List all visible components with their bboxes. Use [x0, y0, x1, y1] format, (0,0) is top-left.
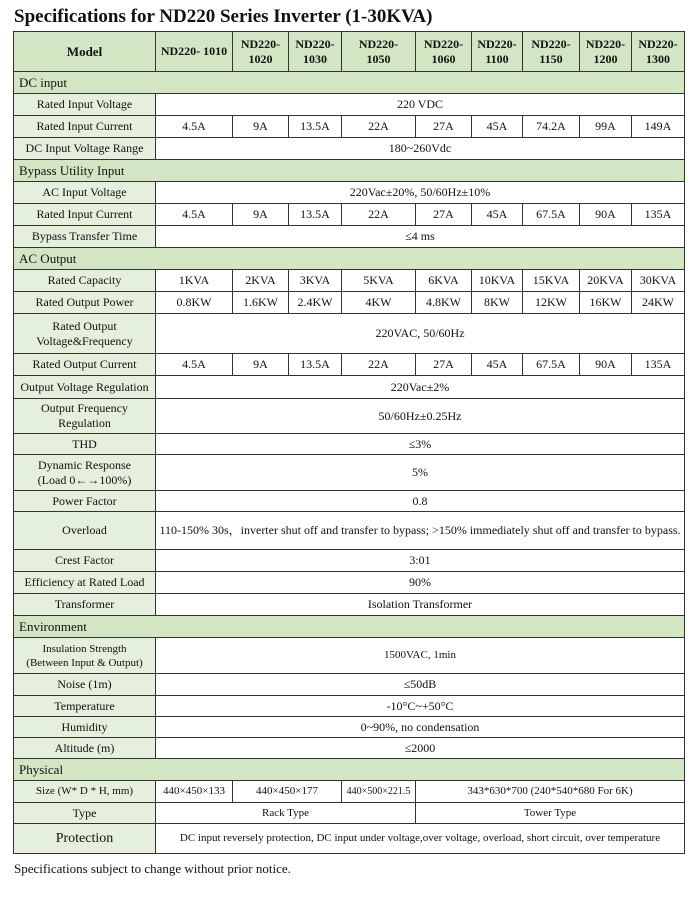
cell: 12KW [523, 292, 580, 314]
cell: 4.5A [156, 204, 233, 226]
cell: Tower Type [416, 803, 685, 824]
row-label: Overload [14, 512, 156, 550]
cell: 90A [580, 354, 632, 376]
cell: 440×450×177 [233, 781, 342, 803]
cell: Rack Type [156, 803, 416, 824]
row-label: Altitude (m) [14, 738, 156, 759]
row-label: Rated Input Current [14, 116, 156, 138]
row-value: ≤2000 [156, 738, 685, 759]
cell: 135A [632, 204, 685, 226]
row-value: 90% [156, 572, 685, 594]
row-label: Humidity [14, 717, 156, 738]
cell: 24KW [632, 292, 685, 314]
cell: 27A [416, 204, 472, 226]
cell: 22A [342, 354, 416, 376]
table-row [14, 781, 685, 803]
cell: 45A [472, 354, 523, 376]
page-title: Specifications for ND220 Series Inverter (1-30KVA) [14, 6, 433, 27]
row-value: 50/60Hz±0.25Hz [156, 399, 685, 434]
table-row [14, 116, 685, 138]
cell: 13.5A [289, 204, 342, 226]
cell: 1.6KW [233, 292, 289, 314]
row-value: 5% [156, 455, 685, 491]
table-row [14, 434, 685, 455]
row-label: THD [14, 434, 156, 455]
row-label: Type [14, 803, 156, 824]
row-label: AC Input Voltage [14, 182, 156, 204]
table-row [14, 455, 685, 491]
cell: 135A [632, 354, 685, 376]
cell: 67.5A [523, 204, 580, 226]
row-label: Dynamic Response (Load 0←→100%) [14, 455, 156, 491]
row-value: ≤4 ms [156, 226, 685, 248]
row-label: Noise (1m) [14, 674, 156, 696]
table-row [14, 270, 685, 292]
cell: 22A [342, 204, 416, 226]
row-value: 220Vac±2% [156, 376, 685, 399]
table-row [14, 314, 685, 354]
row-label: Size (W* D * H, mm) [14, 781, 156, 803]
row-label: Rated Output Voltage&Frequency [14, 314, 156, 354]
row-value: 220 VDC [156, 94, 685, 116]
row-label: Rated Output Power [14, 292, 156, 314]
row-label: Efficiency at Rated Load [14, 572, 156, 594]
cell: 149A [632, 116, 685, 138]
cell: 45A [472, 116, 523, 138]
row-label: Rated Input Voltage [14, 94, 156, 116]
cell: 9A [233, 204, 289, 226]
row-value: ≤3% [156, 434, 685, 455]
cell: 74.2A [523, 116, 580, 138]
cell: 8KW [472, 292, 523, 314]
row-label: Output Frequency Regulation [14, 399, 156, 434]
cell: 27A [416, 116, 472, 138]
row-label: Power Factor [14, 491, 156, 512]
cell: 13.5A [289, 354, 342, 376]
table-row [14, 182, 685, 204]
footnote: Specifications subject to change without prior notice. [14, 861, 291, 876]
row-label: Rated Capacity [14, 270, 156, 292]
model-name: ND220- 1200 [580, 32, 632, 72]
table-row [14, 738, 685, 759]
cell: 440×500×221.5 [342, 781, 416, 803]
cell: 9A [233, 354, 289, 376]
cell: 15KVA [523, 270, 580, 292]
table-row [14, 824, 685, 854]
row-value: ≤50dB [156, 674, 685, 696]
row-label: Output Voltage Regulation [14, 376, 156, 399]
table-row [14, 696, 685, 717]
model-name: ND220- 1100 [472, 32, 523, 72]
cell: 1KVA [156, 270, 233, 292]
model-label: Model [14, 32, 156, 72]
model-name: ND220- 1020 [233, 32, 289, 72]
cell: 4.5A [156, 354, 233, 376]
row-label: Bypass Transfer Time [14, 226, 156, 248]
cell: 27A [416, 354, 472, 376]
table-row [14, 594, 685, 616]
cell: 10KVA [472, 270, 523, 292]
row-value: 3:01 [156, 550, 685, 572]
section-physical: Physical [14, 759, 685, 781]
cell: 440×450×133 [156, 781, 233, 803]
table-row [14, 674, 685, 696]
cell: 4.5A [156, 116, 233, 138]
cell: 2KVA [233, 270, 289, 292]
cell: 0.8KW [156, 292, 233, 314]
row-value: 220VAC, 50/60Hz [156, 314, 685, 354]
row-value: 110-150% 30s，inverter shut off and transfer to bypass; >150% immediately shut off and transfer to bypass. [156, 512, 685, 550]
row-label: Protection [14, 824, 156, 854]
row-label: Transformer [14, 594, 156, 616]
row-label: Insulation Strength (Between Input & Output) [14, 638, 156, 674]
cell: 6KVA [416, 270, 472, 292]
table-row [14, 550, 685, 572]
cell: 16KW [580, 292, 632, 314]
section-environment: Environment [14, 616, 685, 638]
cell: 22A [342, 116, 416, 138]
model-header-row [14, 32, 685, 72]
table-row [14, 572, 685, 594]
row-value: 180~260Vdc [156, 138, 685, 160]
table-row [14, 292, 685, 314]
table-row [14, 354, 685, 376]
cell: 20KVA [580, 270, 632, 292]
row-value: -10°C~+50°C [156, 696, 685, 717]
row-value: 0~90%, no condensation [156, 717, 685, 738]
table-row [14, 717, 685, 738]
row-label: DC Input Voltage Range [14, 138, 156, 160]
section-dc-input: DC input [14, 72, 685, 94]
section-ac-output: AC Output [14, 248, 685, 270]
table-row [14, 491, 685, 512]
model-name: ND220- 1150 [523, 32, 580, 72]
table-row [14, 94, 685, 116]
row-label: Rated Output Current [14, 354, 156, 376]
cell: 90A [580, 204, 632, 226]
table-row [14, 204, 685, 226]
cell: 30KVA [632, 270, 685, 292]
row-label: Rated Input Current [14, 204, 156, 226]
cell: 99A [580, 116, 632, 138]
cell: 67.5A [523, 354, 580, 376]
row-value: Isolation Transformer [156, 594, 685, 616]
model-name: ND220- 1030 [289, 32, 342, 72]
table-row [14, 399, 685, 434]
cell: 4KW [342, 292, 416, 314]
model-name: ND220- 1060 [416, 32, 472, 72]
row-value: 0.8 [156, 491, 685, 512]
cell: 4.8KW [416, 292, 472, 314]
cell: 13.5A [289, 116, 342, 138]
row-label: Crest Factor [14, 550, 156, 572]
specifications-table [13, 31, 685, 854]
row-value: DC input reversely protection, DC input under voltage,over voltage, overload, short circuit, over temperature [156, 824, 685, 854]
row-label: Temperature [14, 696, 156, 717]
row-value: 220Vac±20%, 50/60Hz±10% [156, 182, 685, 204]
table-row [14, 376, 685, 399]
model-name: ND220- 1300 [632, 32, 685, 72]
table-row [14, 638, 685, 674]
cell: 3KVA [289, 270, 342, 292]
model-name: ND220- 1010 [156, 32, 233, 72]
table-row [14, 803, 685, 824]
cell: 9A [233, 116, 289, 138]
table-row [14, 512, 685, 550]
cell: 45A [472, 204, 523, 226]
cell: 5KVA [342, 270, 416, 292]
table-row [14, 138, 685, 160]
table-row [14, 226, 685, 248]
cell: 343*630*700 (240*540*680 For 6K) [416, 781, 685, 803]
cell: 2.4KW [289, 292, 342, 314]
section-bypass-utility-input: Bypass Utility Input [14, 160, 685, 182]
model-name: ND220- 1050 [342, 32, 416, 72]
row-value: 1500VAC, 1min [156, 638, 685, 674]
